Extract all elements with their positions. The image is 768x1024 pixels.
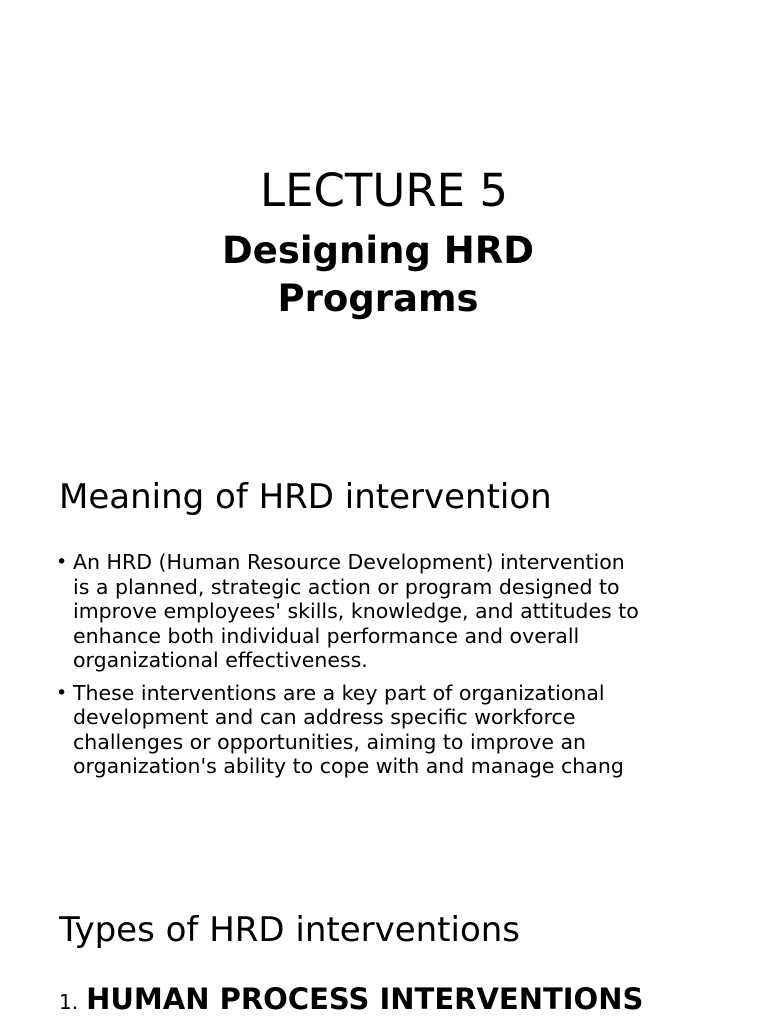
lecture-title-line-1: Designing HRD [222, 229, 534, 272]
lecture-number: LECTURE 5 [260, 164, 508, 217]
lecture-title [0, 227, 756, 323]
lecture-title-line-2: Programs [277, 277, 479, 320]
types-section-heading: Types of HRD interventions [59, 910, 521, 950]
bullet-marker: • [56, 551, 68, 573]
list-item [56, 681, 706, 779]
list-item [56, 550, 706, 673]
meaning-section-heading: Meaning of HRD intervention [59, 477, 552, 517]
numbered-list-item [59, 982, 643, 1016]
bullet-marker: • [56, 681, 68, 704]
bullet-text: An HRD (Human Resource Development) intervention is a planned, strategic action or program designed to improve employees' skills, knowledge, and attitudes to enhance both individual performance and overall organizational effectiveness. [73, 550, 639, 672]
bullet-text: These interventions are a key part of organizational development and can address specific workforce challenges or opportunities, aiming to improve an organization's ability to cope with and manage chang [73, 680, 624, 778]
item-label: HUMAN PROCESS INTERVENTIONS [86, 982, 644, 1016]
meaning-bullet-list [56, 550, 706, 787]
item-number: 1. [59, 990, 79, 1014]
